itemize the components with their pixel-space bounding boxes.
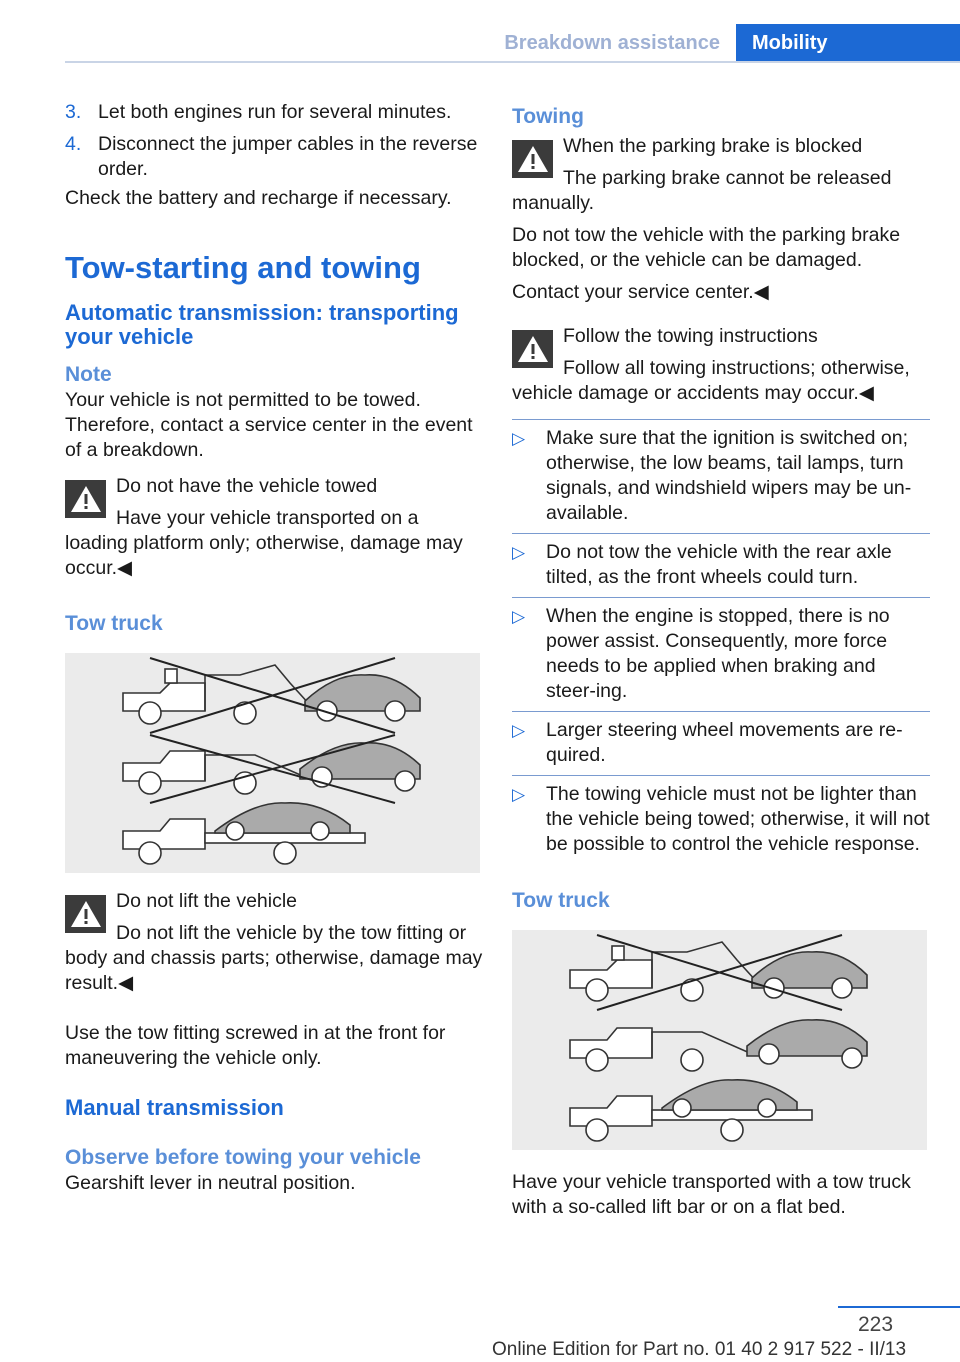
header-divider: [65, 61, 960, 63]
warning-title: Follow the towing instructions: [563, 325, 818, 347]
edition-footer: Online Edition for Part no. 01 40 2 917 522 - II/13: [492, 1339, 907, 1360]
warning-title: Do not lift the vehicle: [116, 890, 298, 912]
list-item: [65, 132, 483, 182]
bullet-text: Larger steering wheel movements are re-quired.: [546, 719, 903, 766]
tow-truck-illustration: [65, 653, 480, 873]
warning-triangle-icon: [65, 895, 106, 933]
tow-truck-heading: Tow truck: [512, 889, 610, 912]
warning-title: When the parking brake is blocked: [563, 135, 863, 157]
warning-triangle-icon: [512, 140, 553, 178]
bullet-text: Do not tow the vehicle with the rear axle tilted, as the front wheels could turn.: [546, 541, 892, 588]
triangle-bullet-icon: ▷: [512, 785, 526, 804]
list-item: [512, 598, 930, 712]
check-battery-text: Check the battery and recharge if necessary.: [65, 187, 452, 209]
list-item: [512, 419, 930, 534]
tow-truck-heading: Tow truck: [65, 612, 163, 635]
header-tab-mobility: Mobility: [736, 24, 960, 62]
page-title: Tow-starting and towing: [65, 250, 421, 285]
bullet-text: When the engine is stopped, there is no power assist. Consequently, more force needs to be applied when braking and steer-ing.: [546, 605, 890, 702]
jump-start-steps: [65, 100, 483, 182]
towing-heading: Towing: [512, 105, 584, 128]
page-number: 223: [858, 1313, 894, 1336]
warning-block: [65, 889, 483, 996]
warning-block: [65, 474, 483, 581]
dont-tow-text: Do not tow the vehicle with the parking brake blocked, or the vehicle can be damaged.: [512, 224, 901, 271]
note-heading: Note: [65, 363, 112, 386]
contact-service-text: Contact your service center.◀: [512, 281, 769, 303]
warning-text: Do not lift the vehicle by the tow fitting or body and chassis parts; otherwise, damage may result.◀: [65, 922, 483, 994]
tow-fitting-text: Use the tow fitting screwed in at the front for maneuvering the vehicle only.: [65, 1022, 446, 1069]
gearshift-text: Gearshift lever in neutral position.: [65, 1172, 356, 1194]
right-column: [512, 104, 930, 1220]
towing-instructions-list: [512, 419, 930, 864]
triangle-bullet-icon: ▷: [512, 607, 526, 626]
warning-text: The parking brake cannot be released manually.: [512, 167, 892, 214]
triangle-bullet-icon: ▷: [512, 429, 526, 448]
step-number: 4.: [65, 133, 82, 155]
warning-triangle-icon: [512, 330, 553, 368]
step-number: 3.: [65, 101, 82, 123]
transport-text: Have your vehicle transported with a tow truck with a so-called lift bar or on a flat bed.: [512, 1171, 911, 1218]
list-item: [512, 534, 930, 598]
bullet-text: The towing vehicle must not be lighter than the vehicle being towed; otherwise, it will not be possible to control the vehicle response.: [546, 783, 930, 855]
warning-block: [512, 324, 930, 406]
warning-title: Do not have the vehicle towed: [116, 475, 378, 497]
step-text: Let both engines run for several minutes.: [98, 101, 452, 123]
warning-triangle-icon: [65, 480, 106, 518]
warning-block: [512, 134, 930, 216]
triangle-bullet-icon: ▷: [512, 543, 526, 562]
observe-heading: Observe before towing your vehicle: [65, 1146, 421, 1169]
warning-text: Follow all towing instructions; otherwise, vehicle damage or accidents may occur.◀: [512, 357, 910, 404]
list-item: [512, 776, 930, 864]
bullet-text: Make sure that the ignition is switched on; otherwise, the low beams, tail lamps, turn signals, and windshield wipers may be un-available.: [546, 427, 912, 524]
note-text: Your vehicle is not permitted to be towed. Therefore, contact a service center in the event of a breakdown.: [65, 389, 473, 461]
footer-divider: [838, 1306, 960, 1308]
tow-truck-illustration: [512, 930, 927, 1150]
step-text: Disconnect the jumper cables in the reverse order.: [98, 133, 478, 180]
automatic-transmission-heading: Automatic transmission: transporting your vehicle: [65, 300, 459, 349]
list-item: [512, 712, 930, 776]
list-item: [65, 100, 483, 125]
warning-text: Have your vehicle transported on a loading platform only; otherwise, damage may occur.◀: [65, 507, 463, 579]
left-column: [65, 100, 483, 1196]
header-section-label: Breakdown assistance: [504, 32, 720, 54]
manual-transmission-heading: Manual transmission: [65, 1095, 284, 1120]
triangle-bullet-icon: ▷: [512, 721, 526, 740]
